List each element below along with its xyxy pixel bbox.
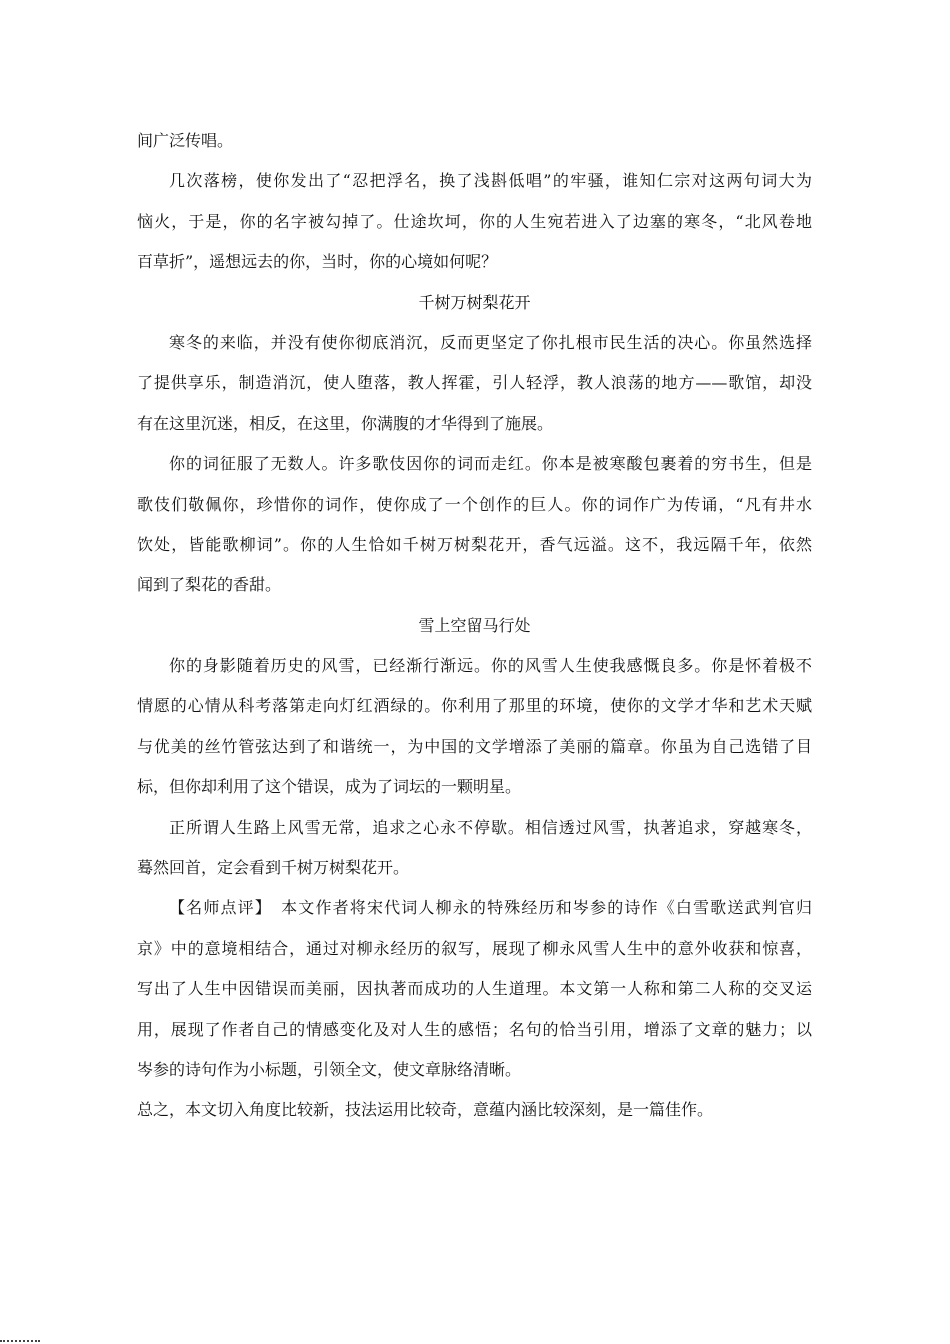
text-line: 你的身影随着历史的风雪，已经渐行渐远。你的风雪人生使我感慨良多。你是怀着极不 xyxy=(169,656,812,676)
text-line: 闻到了梨花的香甜。 xyxy=(137,575,282,595)
text-line: 蓦然回首，定会看到千树万树梨花开。 xyxy=(137,858,410,878)
section-subtitle: 千树万树梨花开 xyxy=(418,292,531,312)
text-line: 恼火，于是，你的名字被勾掉了。仕途坎坷，你的人生宛若进入了边塞的寒冬，“北风卷地 xyxy=(137,211,812,231)
text-line: 几次落榜，使你发出了“忍把浮名，换了浅斟低唱”的牢骚，谁知仁宗对这两句词大为 xyxy=(169,171,812,191)
text-line: 寒冬的来临，并没有使你彻底消沉，反而更坚定了你扎根市民生活的决心。你虽然选择 xyxy=(169,332,812,352)
section-subtitle: 雪上空留马行处 xyxy=(418,615,531,635)
text-line: 【名师点评】 本文作者将宋代词人柳永的特殊经历和岑参的诗作《白雪歌送武判官归 xyxy=(169,898,812,918)
text-line: 岑参的诗句作为小标题，引领全文，使文章脉络清晰。 xyxy=(137,1059,522,1079)
text-line: 有在这里沉迷，相反，在这里，你满腹的才华得到了施展。 xyxy=(137,413,554,433)
text-line: 你的词征服了无数人。许多歌伎因你的词而走红。你本是被寒酸包裹着的穷书生，但是 xyxy=(169,454,812,474)
document-body xyxy=(137,121,812,1131)
text-line: 标，但你却利用了这个错误，成为了词坛的一颗明星。 xyxy=(137,777,522,797)
text-line: 百草折”，遥想远去的你，当时，你的心境如何呢？ xyxy=(137,252,498,272)
text-line: 饮处，皆能歌柳词”。你的人生恰如千树万树梨花开，香气远溢。这不，我远隔千年，依然 xyxy=(137,534,812,554)
text-line: 正所谓人生路上风雪无常，追求之心永不停歇。相信透过风雪，执著追求，穿越寒冬， xyxy=(169,817,812,837)
text-line: 与优美的丝竹管弦达到了和谐统一，为中国的文学增添了美丽的篇章。你虽为自己选错了目 xyxy=(137,736,812,756)
page-edge-mark xyxy=(0,1330,60,1344)
text-line: 了提供享乐，制造消沉，使人堕落，教人挥霍，引人轻浮，教人浪荡的地方——歌馆，却没 xyxy=(137,373,812,393)
text-line: 歌伎们敬佩你，珍惜你的词作，使你成了一个创作的巨人。你的词作广为传诵，“凡有井水 xyxy=(137,494,812,514)
text-line: 情愿的心情从科考落第走向灯红酒绿的。你利用了那里的环境，使你的文学才华和艺术天赋 xyxy=(137,696,812,716)
text-line: 用，展现了作者自己的情感变化及对人生的感悟；名句的恰当引用，增添了文章的魅力；以 xyxy=(137,1019,812,1039)
text-line: 总之，本文切入角度比较新，技法运用比较奇，意蕴内涵比较深刻，是一篇佳作。 xyxy=(137,1100,714,1120)
text-line: 京》中的意境相结合，通过对柳永经历的叙写，展现了柳永风雪人生中的意外收获和惊喜， xyxy=(137,938,812,958)
text-line: 间广泛传唱。 xyxy=(137,131,234,150)
text-line: 写出了人生中因错误而美丽，因执著而成功的人生道理。本文第一人称和第二人称的交叉运 xyxy=(137,979,812,999)
